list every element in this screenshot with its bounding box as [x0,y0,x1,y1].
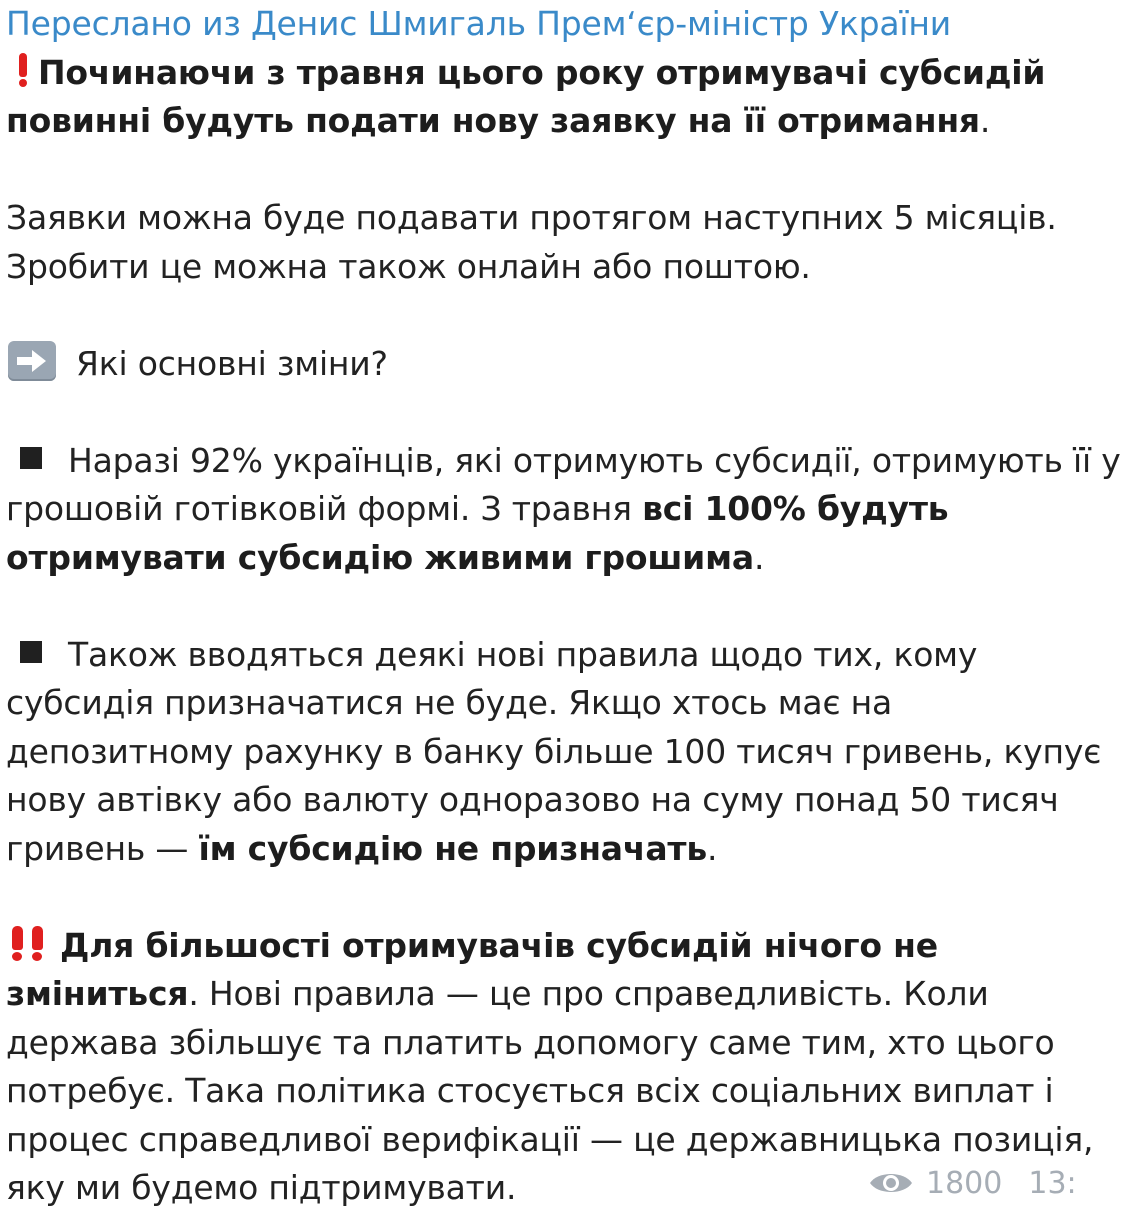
view-count: 1800 [926,1165,1003,1201]
bold-cash-statement: всі 100% будуть отримувати субсидію живими грошима [6,489,949,577]
main-changes-question: Які основні зміни? [76,343,388,383]
message-time: 13: [1028,1165,1077,1201]
black-square-icon [20,447,42,469]
bold-no-change-statement: Для більшості отримувачів субсидій нічого не зміниться [6,925,938,1013]
paragraph-fairness: Для більшості отримувачів субсидій нічого не зміниться. Нові правила — це про справедливість. Коли держава збільшує та платить допомогу саме тим, хто цього потребує. Така політика стосується всіх соціальних виплат і процес справедливої верифікації — це державницька позиція, яку ми будемо підтримувати. [6,925,1094,1207]
paragraph-subsidy-application: Починаючи з травня цього року отримувачі субсидій повинні будуть подати нову заявку на її отримання. [6,52,1046,140]
application-method-line: Зробити це можна також онлайн або поштою. [6,246,811,286]
bold-denial-statement: їм субсидію не призначать [198,828,707,868]
black-square-icon [20,641,42,663]
paragraph-main-changes [6,340,1122,389]
exclamation-icon [18,53,28,87]
paragraph-cash-subsidy: Наразі 92% українців, які отримують субсидії, отримують її у грошовій готівковій формі. З травня всі 100% будуть отримувати субсидію живими грошима. [6,440,1121,577]
eye-icon [868,1169,914,1197]
right-arrow-icon [8,341,56,381]
double-exclamation-icon [10,926,50,960]
forwarded-from-header[interactable]: Переслано из Денис Шмигаль Прем‘єр-міністр України [6,4,951,43]
paragraph-new-rules: Також вводяться деякі нові правила щодо тих, кому субсидія призначатися не буде. Якщо хтось має на депозитному рахунку в банку більше 100 тисяч гривень, купує нову автівку або валюту одноразово на суму понад 50 тисяч гривень — їм субсидію не призначать. [6,634,1102,868]
bold-headline: Починаючи з травня цього року отримувачі субсидій повинні будуть подати нову заявку на її отримання [6,52,1046,140]
message-body [6,0,1122,1213]
message-meta [868,1163,1077,1203]
paragraph-application-period [6,194,1122,291]
application-period-line: Заявки можна буде подавати протягом наступних 5 місяців. [6,198,1057,237]
